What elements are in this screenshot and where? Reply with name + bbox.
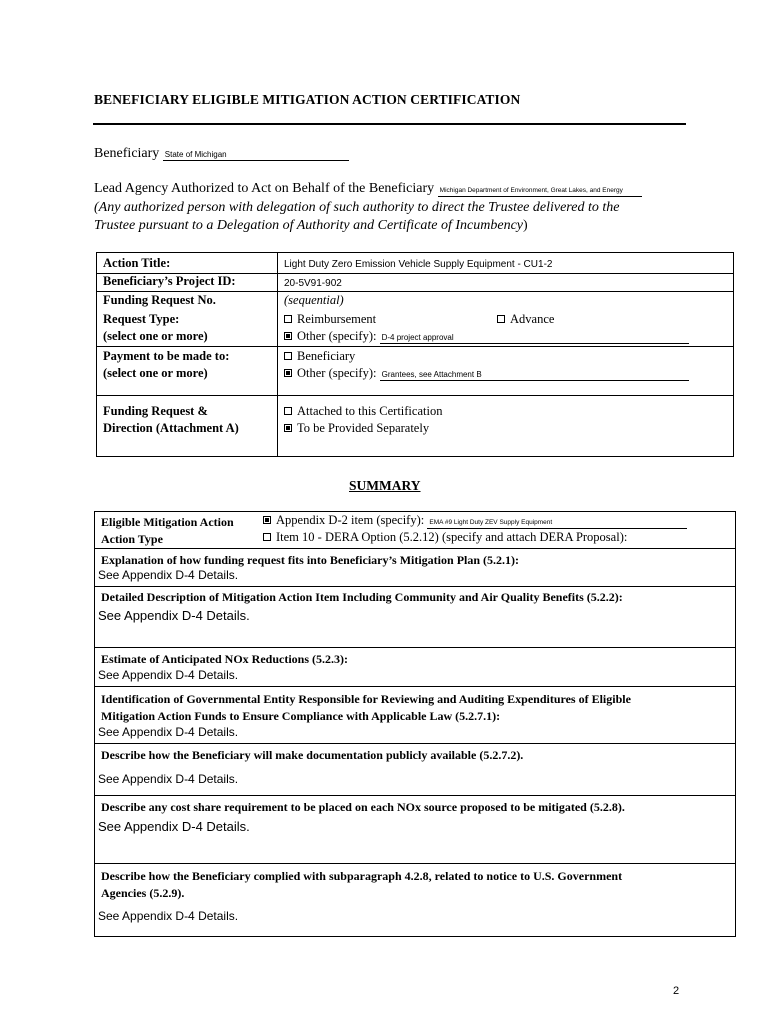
advance-option[interactable]: Advance	[497, 311, 554, 328]
question-mitigation-plan: Explanation of how funding request fits into Beneficiary’s Mitigation Plan (5.2.1):	[101, 553, 520, 567]
attached-checkbox[interactable]	[284, 407, 292, 415]
lead-agency-note-2	[94, 218, 528, 234]
question-notice-1: Describe how the Beneficiary complied with subparagraph 4.2.8, related to notice to U.S. Government	[101, 869, 623, 883]
table-column-divider	[277, 253, 278, 456]
payment-other-option[interactable]: Other (specify): Grantees, see Attachment B	[284, 365, 689, 382]
item10-option[interactable]: Item 10 - DERA Option (5.2.12) (specify and attach DERA Proposal):	[263, 530, 627, 545]
beneficiary-label: Beneficiary	[94, 146, 160, 161]
action-title-label: Action Title:	[103, 256, 171, 270]
project-id-value[interactable]: 20-5V91-902	[284, 278, 342, 289]
row-line	[95, 586, 735, 587]
answer-cost-share[interactable]: See Appendix D-4 Details.	[98, 819, 250, 834]
lead-agency-note-2-end: )	[523, 218, 528, 233]
title-rule	[93, 123, 686, 125]
request-type-label: Request Type:	[103, 312, 180, 326]
payment-label: Payment to be made to:	[103, 349, 230, 363]
row-line	[95, 647, 735, 648]
answer-documentation[interactable]: See Appendix D-4 Details.	[98, 772, 239, 786]
summary-table	[94, 511, 736, 937]
direction-label: Funding Request &	[103, 404, 208, 418]
answer-mitigation-plan[interactable]: See Appendix D-4 Details.	[98, 568, 239, 582]
ema-label: Eligible Mitigation Action	[101, 515, 234, 529]
answer-notice[interactable]: See Appendix D-4 Details.	[98, 909, 239, 923]
row-line	[97, 346, 733, 347]
question-notice-2: Agencies (5.2.9).	[101, 886, 185, 900]
request-type-sublabel: (select one or more)	[103, 329, 208, 343]
funding-request-value[interactable]: (sequential)	[284, 293, 344, 307]
page-title: BENEFICIARY ELIGIBLE MITIGATION ACTION CERTIFICATION	[94, 92, 521, 107]
request-other-checkbox[interactable]	[284, 332, 292, 340]
question-description: Detailed Description of Mitigation Action Item Including Community and Air Quality Benefits (5.2.2):	[101, 590, 623, 604]
answer-governmental-entity[interactable]: See Appendix D-4 Details.	[98, 725, 239, 739]
lead-agency-note-2-italic: Trustee pursuant to a Delegation of Authority and Certificate of Incumbency	[94, 218, 524, 233]
row-line	[95, 548, 735, 549]
certification-table	[96, 252, 734, 457]
project-id-label: Beneficiary’s Project ID:	[103, 274, 236, 288]
payment-sublabel: (select one or more)	[103, 366, 208, 380]
question-governmental-entity-2: Mitigation Action Funds to Ensure Compliance with Applicable Law (5.2.7.1):	[101, 709, 501, 723]
direction-sublabel: Direction (Attachment A)	[103, 421, 239, 435]
answer-nox-reductions[interactable]: See Appendix D-4 Details.	[98, 668, 239, 682]
beneficiary-field[interactable]: State of Michigan	[163, 150, 349, 161]
action-title-value[interactable]: Light Duty Zero Emission Vehicle Supply Equipment - CU1-2	[284, 259, 553, 270]
question-nox-reductions: Estimate of Anticipated NOx Reductions (5.2.3):	[101, 652, 348, 666]
action-type-label: Action Type	[101, 532, 163, 546]
lead-agency-note-1: (Any authorized person with delegation of such authority to direct the Trustee delivered to the	[94, 200, 620, 215]
row-line	[95, 686, 735, 687]
summary-heading: SUMMARY	[349, 478, 421, 493]
payment-other-field[interactable]: Grantees, see Attachment B	[380, 370, 689, 381]
row-line	[95, 863, 735, 864]
appendix-option[interactable]: Appendix D-2 item (specify): EMA #9 Light Duty ZEV Supply Equipment	[263, 513, 687, 529]
payment-beneficiary-checkbox[interactable]	[284, 352, 292, 360]
payment-beneficiary-option[interactable]: Beneficiary	[284, 348, 355, 365]
request-other-option[interactable]: Other (specify): D-4 project approval	[284, 328, 689, 345]
reimbursement-option[interactable]: Reimbursement	[284, 311, 376, 328]
lead-agency-row	[94, 181, 642, 197]
row-line	[95, 743, 735, 744]
funding-request-label: Funding Request No.	[103, 293, 216, 307]
lead-agency-label: Lead Agency Authorized to Act on Behalf of the Beneficiary	[94, 181, 435, 196]
question-cost-share: Describe any cost share requirement to be placed on each NOx source proposed to be mitigated (5.2.8).	[101, 800, 625, 814]
item10-checkbox[interactable]	[263, 533, 271, 541]
request-other-field[interactable]: D-4 project approval	[380, 333, 689, 344]
separately-checkbox[interactable]	[284, 424, 292, 432]
reimbursement-checkbox[interactable]	[284, 315, 292, 323]
question-documentation: Describe how the Beneficiary will make documentation publicly available (5.2.7.2).	[101, 748, 524, 762]
appendix-checkbox[interactable]	[263, 516, 271, 524]
table-row-divider	[97, 395, 733, 396]
lead-agency-field[interactable]: Michigan Department of Environment, Great Lakes, and Energy	[438, 186, 642, 197]
answer-description[interactable]: See Appendix D-4 Details.	[98, 608, 250, 623]
question-governmental-entity-1: Identification of Governmental Entity Responsible for Reviewing and Auditing Expenditures of Eligible	[101, 692, 631, 706]
payment-other-checkbox[interactable]	[284, 369, 292, 377]
appendix-field[interactable]: EMA #9 Light Duty ZEV Supply Equipment	[427, 518, 687, 529]
page-number: 2	[673, 985, 680, 997]
advance-checkbox[interactable]	[497, 315, 505, 323]
separately-option[interactable]: To be Provided Separately	[284, 420, 429, 437]
attached-option[interactable]: Attached to this Certification	[284, 403, 442, 420]
row-line	[95, 795, 735, 796]
beneficiary-row	[94, 146, 349, 162]
